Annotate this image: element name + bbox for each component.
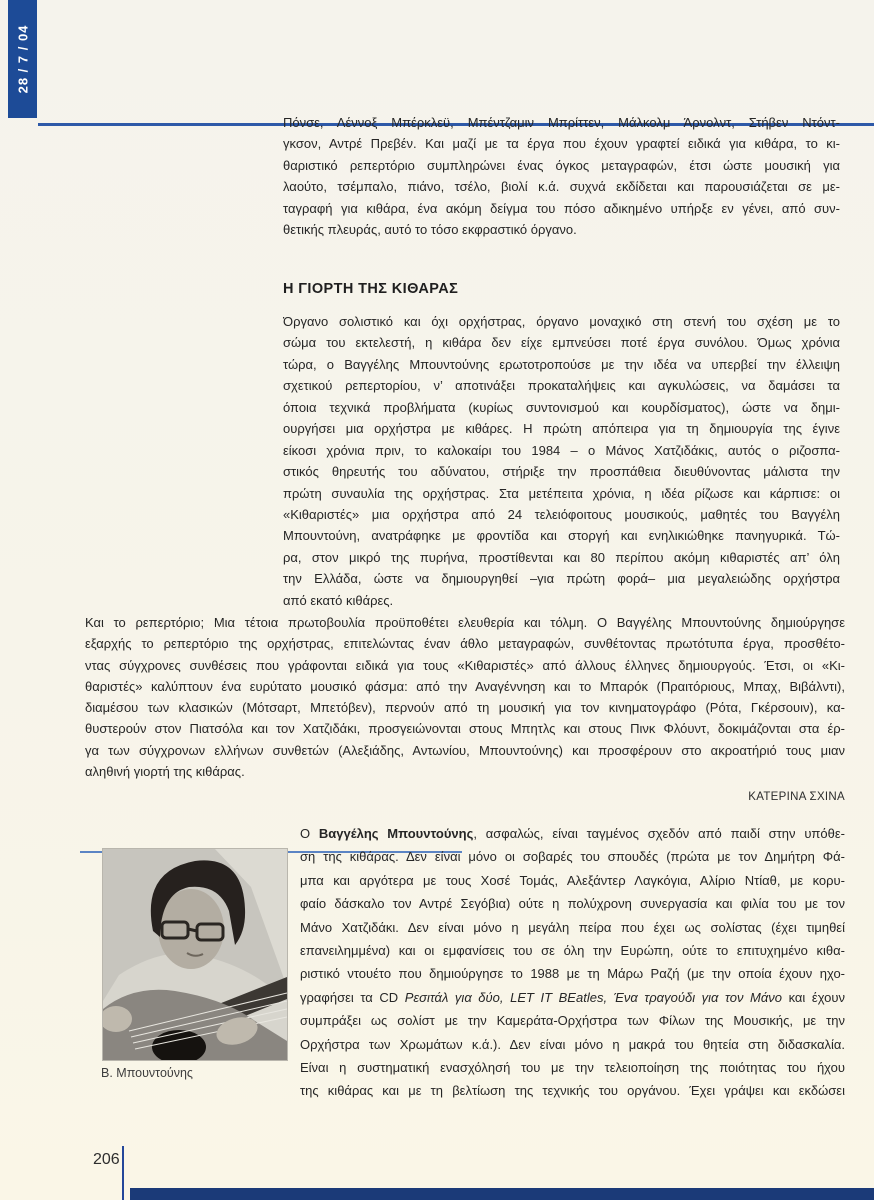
text-line: φαίο δάσκαλο τον Αντρέ Σεγόβια) ούτε η πολύχρονη συνεργασία και φιλία του με τον xyxy=(300,896,845,912)
text-line: ταγραφή για κιθάρα, ένα ακόμη δείγμα του πόσο αδικημένο υπήρξε εν γένει, από συν- xyxy=(283,200,840,216)
text-line: ριστικό ντουέτο που δημιούργησε το 1988 με τη Μάρω Ραζή (με την οποία έχουν ηχο- xyxy=(300,966,845,982)
text-line: πρώτη συναυλία της ορχήστρας. Στα μετέπειτα χρόνια, η ιδέα ρίζωσε και κάρπισε: οι xyxy=(283,485,840,501)
text-line: συμπράξει ως σολίστ με την Καμεράτα-Ορχήστρα των Φίλων της Μουσικής, με την xyxy=(300,1013,845,1029)
wide-paragraph xyxy=(85,612,845,782)
text-line: τώρα, ο Βαγγέλης Μπουντούνης ερωτοτροπούσε με την ιδέα να υπερβεί την έλλειψη xyxy=(283,356,840,372)
text-line: θαριστές» καλύπτουν ένα ευρύτατο μουσικό φάσμα: από την Αναγέννηση και το Μπαρόκ (Πραιτόριους, Μπαχ, Βιβάλντι), xyxy=(85,678,845,694)
text-line: όποια τεχνικά προβλήματα (κυρίως συντονισμού και κουρδίσματος), ώστε να δημι- xyxy=(283,399,840,415)
text-line: ουργήσει μια ορχήστρα με κιθάρες. Η πρώτη απόπειρα για τη δημιουργία της έγινε xyxy=(283,421,840,437)
text-line: Ορχήστρα των Χρωμάτων κ.ά.). Δεν είναι μόνο η μακρά του θητεία στη διδασκαλία. xyxy=(300,1036,845,1052)
bio-paragraph xyxy=(300,822,845,1103)
date-tab xyxy=(8,0,37,118)
text-line: ρα, στον μικρό της πυρήνα, προστίθενται και 80 περίπου ακόμη κιθαριστές απ’ όλη xyxy=(283,549,840,565)
text-line: θετικής πλευράς, αυτό το τόσο εκφραστικό όργανο. xyxy=(283,221,577,237)
text-line: της κιθάρας και με τη βελτίωση της τεχνικής του οργάνου. Έχει γράψει και εκδώσει xyxy=(300,1083,845,1099)
text-line: γραφήσει τα CD Ρεσιτάλ για δύο, LET IT BEatles, Ένα τραγούδι για τον Μάνο και έχουν xyxy=(300,989,845,1005)
text-line: Μπουντούνη, ανατράφηκε με φροντίδα και στοργή και ενηλικιώθηκε πανηγυρικά. Τώ- xyxy=(283,528,840,544)
text-line: γκσον, Αντρέ Πρεβέν. Και μαζί με τα έργα που έχουν γραφτεί ειδικά για κιθάρα, το κι- xyxy=(283,136,840,152)
author-byline: ΚΑΤΕΡΙΝΑ ΣΧΙΝΑ xyxy=(748,791,845,803)
text-line: διαμέσου των κλασικών (Μότσαρτ, Μπετόβεν), περνούν από τη μουσική για τον κινηματογράφο (Ρότα, Γκέρσουιν), κα- xyxy=(85,700,845,716)
text-line: εξαρχής το ρεπερτόριο της ορχήστρας, επιτελώντας έναν άθλο μεταγραφών, συνθέτοντας πρωτότυπα έργα, προσθέτο- xyxy=(85,636,845,652)
text-line: επανειλημμένα) και οι εμφανίσεις του σε όλη την Ευρώπη, ούτε το επιτυχημένο κιθα- xyxy=(300,942,845,958)
footer-vertical-line xyxy=(122,1146,124,1200)
text-line: αληθινή γιορτή της κιθάρας. xyxy=(85,764,245,780)
text-line: μπα και αργότερα με τους Χοσέ Τομάς, Αλεξάντερ Λαγκόγια, Αλίριο Ντίαθ, με κορυ- xyxy=(300,872,845,888)
text-line: γα των σύγχρονων ελλήνων συνθετών (Αλεξιάδης, Αντωνίου, Μπουντούνης) και προσφέρουν στο ακροατήριό τους μιαν xyxy=(85,742,845,758)
text-line: Ο Βαγγέλης Μπουντούνης, ασφαλώς, είναι ταγμένος σχεδόν από παιδί στην υπόθε- xyxy=(300,826,845,841)
intro-paragraph xyxy=(283,112,840,240)
text-line: από εκατό κιθάρες. xyxy=(283,592,394,608)
body-paragraph xyxy=(283,311,840,611)
text-line: ντας σύγχρονες συνθέσεις που γράφονται ειδικά για τους «Κιθαριστές» από άλλους έλληνες δημιουργούς. Έτσι, οι «Κι- xyxy=(85,657,845,673)
text-line: θαριστικό ρεπερτόριο συμπληρώνει ένας όγκος μεταγραφών, έτσι ώστε μουσική για xyxy=(283,157,840,173)
text-line: σχετικού ρεπερτορίου, ν’ αποτινάξει προκαταλήψεις και αγκυλώσεις, να δαμάσει τα xyxy=(283,378,840,394)
text-line: Και το ρεπερτόριο; Μια τέτοια πρωτοβουλία προϋποθέτει ελευθερία και τόλμη. Ο Βαγγέλης Μπουντούνης δημιούργησε xyxy=(85,615,845,630)
text-line: είκοσι χρόνια πριν, το καλοκαίρι του 1984 – ο Μάνος Χατζιδάκις, αυτός ο ριζοσπα- xyxy=(283,442,840,458)
text-line: «Κιθαριστές» μια ορχήστρα από 24 τελειόφοιτους μουσικούς, μαθητές του Βαγγέλη xyxy=(283,506,840,522)
text-line: ση της κιθάρας. Δεν είναι μόνο οι σοβαρές του σπουδές (πρώτα με τον Δημήτρη Φά- xyxy=(300,849,845,865)
text-line: θυστερούν στον Πιατσόλα και τον Χατζιδάκι, προσγειώνονται στους Μπητλς και στους Πινκ Φλόυντ, δοκιμάζονται στα έρ- xyxy=(85,721,845,737)
photo-caption: Β. Μπουντούνης xyxy=(101,1066,193,1080)
text-line: Είναι η συστηματική ενασχόλησή του με την τελειοποίηση της ποιότητας του ήχου xyxy=(300,1059,845,1075)
portrait-photo-drawing xyxy=(103,849,287,1060)
date-label: 28 / 7 / 04 xyxy=(15,24,30,94)
portrait-photo xyxy=(103,849,287,1060)
text-line: λαούτο, τσέμπαλο, πιάνο, τσέλο, βιολί κ.ά. συχνά εκδίδεται και παρουσιάζεται σε με- xyxy=(283,179,840,195)
text-line: Πόνσε, Λέννοξ Μπέρκλεϋ, Μπέντζαμιν Μπρίττεν, Μάλκολμ Άρνολντ, Στήβεν Ντόντ- xyxy=(283,115,840,130)
text-line: την Ελλάδα, ώστε να δημιουργηθεί –για πρώτη φορά– μια μεγαλειώδης ορχήστρα xyxy=(283,571,840,587)
page-number: 206 xyxy=(93,1151,120,1168)
text-line: στικός θηρευτής του αδύνατου, στήριξε την προσπάθεια διευθύνοντας μάλιστα την xyxy=(283,464,840,480)
footer-bar xyxy=(130,1188,874,1200)
text-line: Μάνο Χατζιδάκι. Δεν είναι μόνο η μεγάλη πείρα που έχει ως σολίστας (έχει τιμηθεί xyxy=(300,919,845,935)
text-line: Όργανο σολιστικό και όχι ορχήστρας, όργανο μοναχικό στη στενή του σχέση με το xyxy=(283,314,840,329)
text-line: σώμα του εκτελεστή, η κιθάρα δεν είχε εμπνεύσει ποτέ έργα συνόλου. Όμως χρόνια xyxy=(283,335,840,351)
section-heading: Η ΓΙΟΡΤΗ ΤΗΣ ΚΙΘΑΡΑΣ xyxy=(283,281,459,297)
